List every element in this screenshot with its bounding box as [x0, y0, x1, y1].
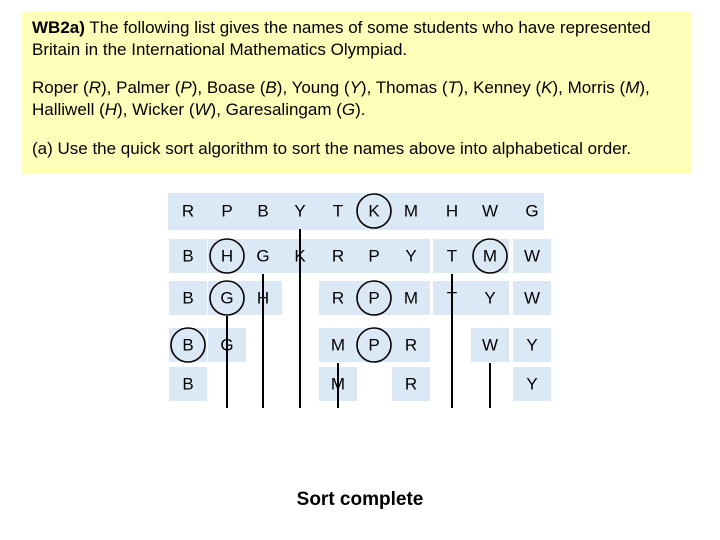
name-entry: Kenney (K), — [473, 78, 568, 97]
sort-cell-letter: T — [446, 246, 458, 266]
sort-cell-letter: H — [445, 201, 459, 221]
student-letter: T — [447, 78, 458, 97]
student-letter: R — [88, 78, 101, 97]
student-name: Palmer — [116, 78, 170, 97]
student-letter: B — [265, 78, 277, 97]
sort-cell-letter: R — [404, 374, 418, 394]
name-entry: Roper (R), — [32, 78, 117, 97]
sort-cell-letter: G — [220, 288, 234, 308]
sort-cell-letter: R — [331, 288, 345, 308]
name-entry: Halliwell (H), — [32, 100, 133, 119]
sort-cell-letter: Y — [526, 374, 538, 394]
sort-cell-letter: B — [182, 335, 194, 355]
question-heading: WB2a) — [32, 18, 85, 37]
student-name: Wicker — [132, 100, 185, 119]
student-name: Halliwell — [32, 100, 95, 119]
sort-cell-letter: W — [523, 246, 541, 266]
sort-cell-letter: H — [256, 288, 270, 308]
student-letter: P — [180, 78, 192, 97]
sort-cell-letter: H — [220, 246, 234, 266]
sort-cell-letter: R — [331, 246, 345, 266]
sort-cell-letter: Y — [484, 288, 496, 308]
sort-cell-letter: M — [330, 374, 346, 394]
student-name: Roper — [32, 78, 79, 97]
sort-cell-letter: Y — [405, 246, 417, 266]
sort-cell-letter: G — [525, 201, 539, 221]
student-name: Boase — [206, 78, 256, 97]
sort-cell-letter: M — [330, 335, 346, 355]
sort-cell-letter: B — [182, 246, 194, 266]
sort-cell-letter: Y — [526, 335, 538, 355]
student-letter: H — [104, 100, 118, 119]
sort-cell-letter: P — [368, 335, 380, 355]
name-entry: Boase (B), — [206, 78, 292, 97]
sort-cell-letter: W — [523, 288, 541, 308]
name-entry: Thomas (T), — [375, 78, 474, 97]
sort-cell-letter: B — [257, 201, 269, 221]
sort-cell-letter: M — [482, 246, 498, 266]
sort-cell-letter: R — [181, 201, 195, 221]
sort-cell-letter: W — [481, 335, 499, 355]
sort-cell-letter: K — [294, 246, 306, 266]
sort-cell-letter: P — [368, 288, 380, 308]
name-entry: Palmer (P), — [116, 78, 207, 97]
name-entry: Wicker (W), — [132, 100, 226, 119]
student-letter: M — [625, 78, 640, 97]
sort-cell-letter: T — [332, 201, 344, 221]
student-name: Young — [291, 78, 340, 97]
name-entry: Morris (M), — [567, 78, 650, 97]
sort-cell-letter: P — [221, 201, 233, 221]
student-name: Garesalingam — [225, 100, 332, 119]
name-entry: Garesalingam (G). — [225, 100, 366, 119]
student-name: Morris — [567, 78, 615, 97]
sort-cell-letter: M — [403, 201, 419, 221]
sort-cell-letter: P — [368, 246, 380, 266]
sort-cell-letter: K — [368, 201, 380, 221]
student-letter: G — [341, 100, 356, 119]
sort-cell-letter: B — [182, 288, 194, 308]
sort-cell-letter: G — [256, 246, 270, 266]
sort-cell-letter: B — [182, 374, 194, 394]
sort-cell-letter: G — [220, 335, 234, 355]
sort-cell-letter: Y — [294, 201, 306, 221]
question-part-a: (a) Use the quick sort algorithm to sort the names above into alphabetical order. — [32, 139, 632, 158]
sort-cell-letter: M — [403, 288, 419, 308]
student-letter: W — [194, 100, 211, 119]
name-entry: Young (Y), — [291, 78, 376, 97]
student-letter: Y — [349, 78, 361, 97]
sort-complete-label: Sort complete — [296, 489, 424, 510]
sort-cell-letter: W — [481, 201, 499, 221]
student-name: Kenney — [473, 78, 531, 97]
sort-cell-letter: T — [446, 288, 458, 308]
student-letter: K — [541, 78, 553, 97]
sort-cell-letter: R — [404, 335, 418, 355]
student-name: Thomas — [375, 78, 438, 97]
question-intro-text: The following list gives the names of some students who have represented Britain in the International Mathematics Olympiad. — [32, 18, 651, 59]
